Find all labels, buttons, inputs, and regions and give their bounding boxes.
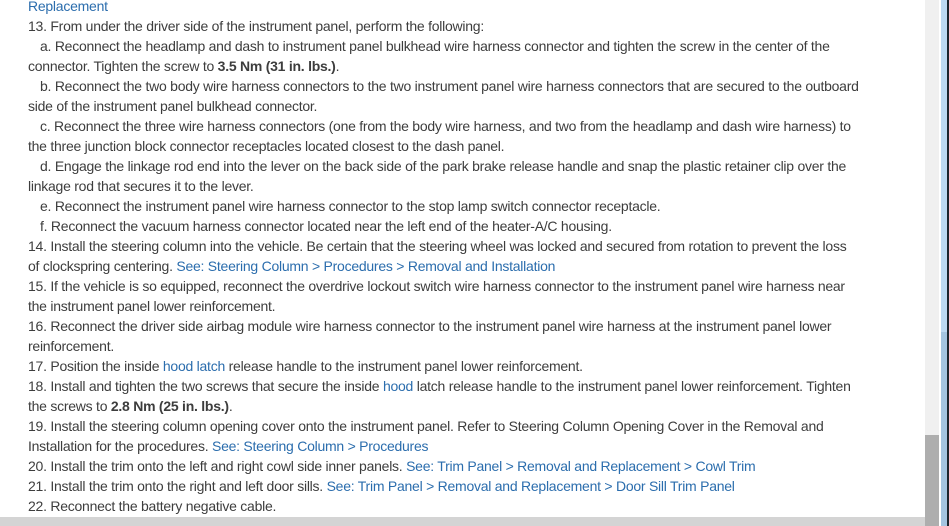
doc-link[interactable]: See: Trim Panel > Removal and Replacement > Cowl Trim <box>406 458 756 474</box>
doc-text: reinforcement. <box>28 338 114 354</box>
doc-line <box>28 316 924 336</box>
doc-text: release handle to the instrument panel lower reinforcement. <box>224 358 583 374</box>
doc-link[interactable]: hood latch <box>162 358 225 374</box>
doc-line <box>28 196 924 216</box>
doc-text: 15. If the vehicle is so equipped, reconnect the overdrive lockout switch wire harness connector to the instrument panel wire harness near <box>28 278 845 294</box>
doc-text: . <box>228 398 233 414</box>
doc-link[interactable]: See: Steering Column > Procedures > Removal and Installation <box>176 258 556 274</box>
doc-line <box>28 96 924 116</box>
doc-line <box>28 416 924 436</box>
horizontal-scrollbar[interactable] <box>0 517 925 526</box>
doc-link[interactable]: hood <box>382 378 414 394</box>
doc-line <box>28 276 924 296</box>
doc-text: b. Reconnect the two body wire harness connectors to the two instrument panel wire harness connectors that are secured to the outboard <box>40 78 859 94</box>
doc-line <box>28 376 924 396</box>
doc-text: latch release handle to the instrument panel lower reinforcement. Tighten <box>413 378 851 394</box>
doc-text: the three junction block connector receptacles located closest to the dash panel. <box>28 138 505 154</box>
doc-text: . <box>335 58 340 74</box>
doc-text: 17. Position the inside <box>28 358 163 374</box>
doc-line <box>28 296 924 316</box>
doc-line <box>28 176 924 196</box>
horizontal-scrollbar-thumb[interactable] <box>0 517 925 526</box>
doc-text: 13. From under the driver side of the instrument panel, perform the following: <box>28 18 484 34</box>
doc-line <box>28 216 924 236</box>
doc-line <box>28 116 924 136</box>
doc-text: Installation for the procedures. <box>28 438 212 454</box>
doc-text: 21. Install the trim onto the right and left door sills. <box>28 478 327 494</box>
doc-text: connector. Tighten the screw to <box>28 58 218 74</box>
doc-link[interactable]: See: Trim Panel > Removal and Replacement > Door Sill Trim Panel <box>326 478 735 494</box>
doc-text: 16. Reconnect the driver side airbag module wire harness connector to the instrument panel wire harness at the instrument panel lower <box>28 318 832 334</box>
doc-line <box>28 456 924 476</box>
doc-line <box>28 136 924 156</box>
doc-text: f. Reconnect the vacuum harness connector located near the left end of the heater-A/C housing. <box>40 218 612 234</box>
doc-line <box>28 76 924 96</box>
doc-text: 20. Install the trim onto the left and right cowl side inner panels. <box>28 458 407 474</box>
doc-text: of clockspring centering. <box>28 258 177 274</box>
doc-text: 18. Install and tighten the two screws that secure the inside <box>28 378 383 394</box>
doc-text: e. Reconnect the instrument panel wire harness connector to the stop lamp switch connector receptacle. <box>40 198 661 214</box>
doc-line <box>28 56 924 76</box>
document-content <box>28 0 924 516</box>
doc-line <box>28 496 924 516</box>
doc-text: c. Reconnect the three wire harness connectors (one from the body wire harness, and two from the headlamp and dash wire harness) to <box>40 118 851 134</box>
doc-line <box>28 36 924 56</box>
doc-text: 3.5 Nm (31 in. lbs.) <box>217 58 336 74</box>
doc-text: linkage rod that secures it to the lever. <box>28 178 254 194</box>
doc-line <box>28 476 924 496</box>
doc-line <box>28 356 924 376</box>
doc-line <box>28 16 924 36</box>
doc-line <box>28 396 924 416</box>
doc-text: the screws to <box>28 398 111 414</box>
doc-line <box>28 0 924 16</box>
doc-link[interactable]: Replacement <box>28 0 108 14</box>
doc-text: side of the instrument panel bulkhead connector. <box>28 98 318 114</box>
doc-text: 19. Install the steering column opening cover onto the instrument panel. Refer to Steering Column Opening Cover in the Removal and <box>28 418 824 434</box>
vertical-scrollbar-thumb[interactable] <box>925 435 939 526</box>
doc-text: the instrument panel lower reinforcement. <box>28 298 276 314</box>
doc-line <box>28 256 924 276</box>
doc-line <box>28 156 924 176</box>
doc-text: d. Engage the linkage rod end into the lever on the back side of the park brake release handle and snap the plastic retainer clip over the <box>40 158 847 174</box>
doc-text: a. Reconnect the headlamp and dash to instrument panel bulkhead wire harness connector and tighten the screw in the center of the <box>40 38 830 54</box>
doc-line <box>28 336 924 356</box>
doc-line <box>28 236 924 256</box>
doc-link[interactable]: See: Steering Column > Procedures <box>211 438 429 454</box>
doc-text: 22. Reconnect the battery negative cable. <box>28 498 277 514</box>
doc-text: 14. Install the steering column into the vehicle. Be certain that the steering wheel was locked and secured from rotation to prevent the loss <box>28 238 847 254</box>
doc-line <box>28 436 924 456</box>
vertical-scrollbar[interactable] <box>925 0 939 526</box>
doc-text: 2.8 Nm (25 in. lbs.) <box>110 398 229 414</box>
